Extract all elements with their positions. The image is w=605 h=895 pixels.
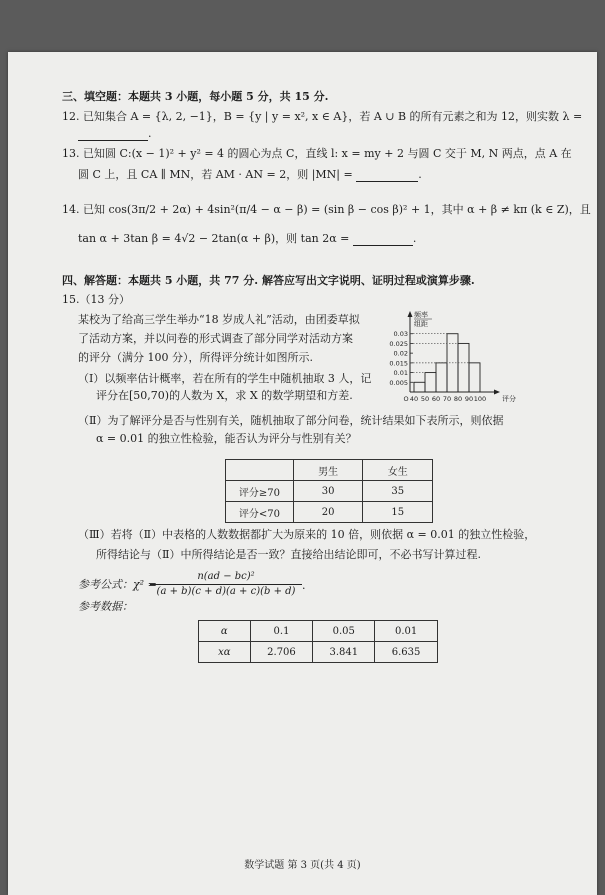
table-cell: xα	[199, 642, 251, 663]
histogram-bar	[425, 373, 436, 392]
question-13-line2: 圆 C 上，且 CA ∥ MN，若 AM · AN = 2，则 |MN| = .	[78, 168, 422, 181]
y-tick-label: 0.005	[389, 378, 408, 387]
page-footer: 数学试题 第 3 页(共 4 页)	[244, 860, 361, 871]
x-tick-label: 80	[453, 395, 463, 403]
table-cell: 6.635	[375, 642, 438, 663]
table-cell: α	[199, 621, 251, 642]
gender-score-table	[225, 459, 433, 523]
question-13-line1: 13. 已知圆 C:(x − 1)² + y² = 4 的圆心为点 C，直线 l: x = my + 2 与圆 C 交于 M, N 两点，点 A 在	[62, 147, 572, 160]
question-15-line3: 的评分（满分 100 分），所得评分统计如图所示.	[78, 351, 313, 364]
y-axis-arrow	[408, 311, 413, 317]
table-cell: 15	[363, 502, 433, 523]
table-cell: 2.706	[250, 642, 313, 663]
critical-value-table	[198, 620, 438, 663]
y-tick-label: 0.02	[393, 349, 408, 358]
table-cell: 35	[363, 481, 433, 502]
histogram-bar	[458, 343, 469, 392]
part-2-line2: α = 0.01 的独立性检验，能否认为评分与性别有关？	[96, 432, 357, 445]
y-tick-label: 0.01	[393, 369, 408, 378]
question-14-line2: tan α + 3tan β = 4√2 − 2tan(α + β)，则 tan 2α = .	[78, 232, 417, 245]
y-axis-label-top: 频率	[414, 311, 428, 319]
blank-line	[353, 233, 413, 246]
part-3-line2: 所得结论与（Ⅱ）中所得结论是否一致？直接给出结论即可，不必书写计算过程.	[96, 548, 481, 561]
question-12-text: 12. 已知集合 A = {λ, 2, −1}，B = {y | y = x², x ∈ A}，若 A ∪ B 的所有元素之和为 12，则实数 λ =	[62, 110, 583, 123]
table-row	[199, 621, 438, 642]
question-15-header: 15.（13 分）	[62, 293, 130, 306]
table-cell: 3.841	[313, 642, 375, 663]
x-tick-label: 50	[420, 395, 430, 403]
table-cell: 20	[293, 502, 363, 523]
y-tick-label: 0.03	[393, 330, 408, 339]
x-tick-label: 90	[464, 395, 474, 403]
table-row	[226, 460, 433, 481]
table-row	[199, 642, 438, 663]
y-tick-label: 0.025	[389, 339, 408, 348]
reference-label: 参考数据：	[78, 600, 133, 613]
table-row	[226, 481, 433, 502]
question-14-line1: 14. 已知 cos(3π/2 + 2α) + 4sin²(π/4 − α − β) = (sin β − cos β)² + 1，其中 α + β ≠ kπ (k ∈ Z)，且	[62, 203, 591, 216]
question-15-line2: 了活动方案，并以问卷的形式调查了部分同学对活动方案	[78, 332, 353, 345]
question-14-text: tan α + 3tan β = 4√2 − 2tan(α + β)，则 tan 2α =	[78, 232, 350, 245]
x-tick-label: 100	[473, 395, 487, 403]
part-1-line2: 评分在[50,70)的人数为 X，求 X 的数学期望和方差.	[96, 389, 353, 402]
x-tick-label: 70	[442, 395, 452, 403]
histogram-chart	[372, 310, 547, 406]
x-tick-label: 60	[431, 395, 441, 403]
histogram-bar	[469, 363, 480, 392]
table-cell	[226, 460, 294, 481]
formula-numerator: n(ad − bc)²	[197, 571, 255, 582]
part-3-line1: （Ⅲ）若将（Ⅱ）中表格的人数数据都扩大为原来的 10 倍，则依据 α = 0.01 的独立性检验，	[78, 528, 536, 541]
table-row	[226, 502, 433, 523]
section-3-title: 三、填空题：本题共 3 小题，每小题 5 分，共 15 分.	[62, 90, 329, 103]
question-12	[62, 110, 582, 124]
part-2-line1: （Ⅱ）为了解评分是否与性别有关，随机抽取了部分问卷，统计结果如下表所示，则依据	[78, 414, 504, 427]
part-1-line1: （Ⅰ）以频率估计概率，若在所有的学生中随机抽取 3 人，记	[78, 372, 372, 385]
histogram-bar	[414, 382, 425, 392]
table-cell: 女生	[363, 460, 433, 481]
blank-line	[356, 169, 418, 182]
table-cell: 男生	[293, 460, 363, 481]
x-axis-arrow	[494, 390, 500, 395]
answer-blank-12: .	[78, 127, 152, 141]
blank-line	[78, 128, 148, 141]
histogram-bar	[436, 363, 447, 392]
formula-label: 参考公式：χ² =	[78, 578, 157, 591]
table-cell: 评分<70	[226, 502, 294, 523]
table-cell: 30	[293, 481, 363, 502]
x-tick-label: 40	[409, 395, 419, 403]
question-15-line1: 某校为了给高三学生举办“18 岁成人礼”活动，由团委草拟	[78, 313, 360, 326]
table-cell: 0.05	[313, 621, 375, 642]
formula-denominator: (a + b)(c + d)(a + c)(b + d)	[156, 586, 296, 597]
table-cell: 0.1	[250, 621, 313, 642]
table-cell: 0.01	[375, 621, 438, 642]
table-cell: 评分≥70	[226, 481, 294, 502]
section-4-title: 四、解答题：本题共 5 小题，共 77 分. 解答应写出文字说明、证明过程或演算步骤.	[62, 274, 475, 287]
x-tick-label: O	[403, 395, 409, 403]
formula-period: .	[302, 579, 306, 592]
x-axis-label: 评分	[502, 395, 516, 403]
y-tick-label: 0.015	[389, 359, 408, 368]
y-axis-label-bottom: 组距	[414, 320, 428, 328]
question-13-text: 圆 C 上，且 CA ∥ MN，若 AM · AN = 2，则 |MN| =	[78, 168, 353, 181]
